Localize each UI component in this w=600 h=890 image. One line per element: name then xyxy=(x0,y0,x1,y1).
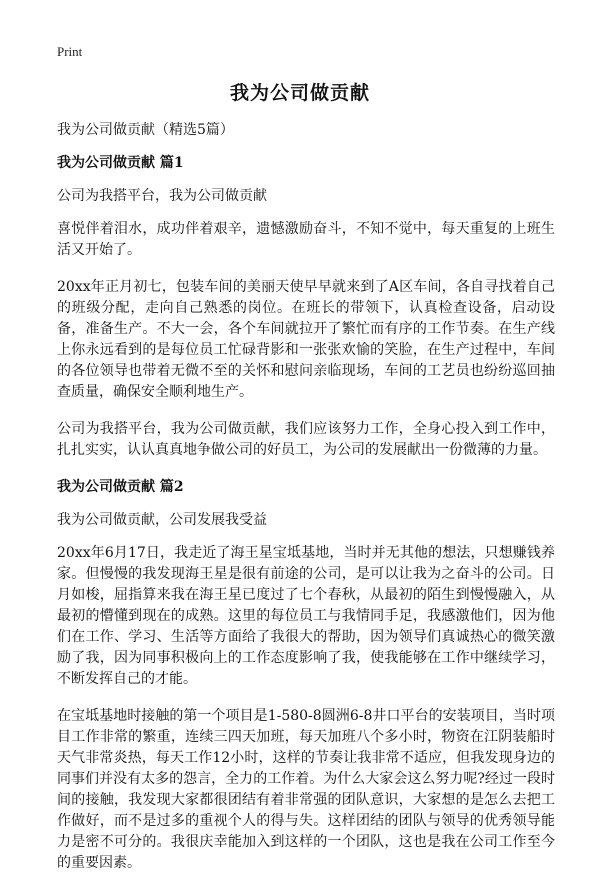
paragraph: 20xx年6月17日，我走近了海王星宝坻基地，当时并无其他的想法，只想赚钱养家。但慢慢的我发现海王星是很有前途的公司，是可以让我为之奋斗的公司。日月如梭，屈指算来我在海王星已度过了七个春秋，从最初的陌生到慢慢融入，从最初的懵懂到现在的成熟。这里的每位员工与我情同手足，我感激他们，因为他们在工作、学习、生活等方面给了我很大的帮助，因为领导们真诚热心的微笑激励了我，因为同事积极向上的工作态度影响了我，使我能够在工作中继续学习，不断发挥自己的才能。 xyxy=(57,545,555,687)
section-lead-2: 我为公司做贡献，公司发展我受益 xyxy=(57,512,267,528)
section-heading-1: 我为公司做贡献 篇1 xyxy=(57,155,184,171)
section-heading-2: 我为公司做贡献 篇2 xyxy=(57,479,184,495)
paragraph: 公司为我搭平台，我为公司做贡献，我们应该努力工作，全身心投入到工作中，扎扎实实，认认真真地争做公司的好员工，为公司的发展献出一份微薄的力量。 xyxy=(57,421,555,458)
paragraph: 在宝坻基地时接触的第一个项目是1-580-8圆洲6-8井口平台的安装项目，当时项目工作非常的繁重，连续三四天加班，每天加班八个多小时，物资在江阴装船时天气非常炎热，每天工作12小时，这样的节奏让我非常不适应，但我发现身边的同事们并没有太多的怨言，全力的工作着。为什么大家会这么努力呢?经过一段时间的接触，我发现大家都很团结有着非常强的团队意识，大家想的是怎么去把工作做好，而不是过多的重视个人的得与失。这样团结的团队与领导的优秀领导能力是密不可分的。我很庆幸能加入到这样的一个团队，这也是我在公司工作至今的重要因素。 xyxy=(57,708,555,871)
print-link[interactable]: Print xyxy=(57,44,83,59)
document-subtitle: 我为公司做贡献（精选5篇） xyxy=(57,122,234,138)
section-lead-1: 公司为我搭平台，我为公司做贡献 xyxy=(57,188,267,204)
document-title: 我为公司做贡献 xyxy=(229,82,370,104)
paragraph: 喜悦伴着泪水，成功伴着艰辛，遗憾激励奋斗，不知不觉中，每天重复的上班生活又开始了。 xyxy=(57,221,555,258)
paragraph: 20xx年正月初七，包装车间的美丽天使早早就来到了A区车间，各自寻找着自己的班级分配，走向自己熟悉的岗位。在班长的带领下，认真检查设备，启动设备，准备生产。不大一会，各个车间就拉开了繁忙而有序的工作节奏。在生产线上你永远看到的是每位员工忙碌背影和一张张欢愉的笑脸，在生产过程中，车间的各位领导也带着无微不至的关怀和慰问亲临现场，车间的工艺员也纷纷巡回抽查质量，确保安全顺利地生产。 xyxy=(57,279,555,400)
document-body xyxy=(57,120,555,890)
